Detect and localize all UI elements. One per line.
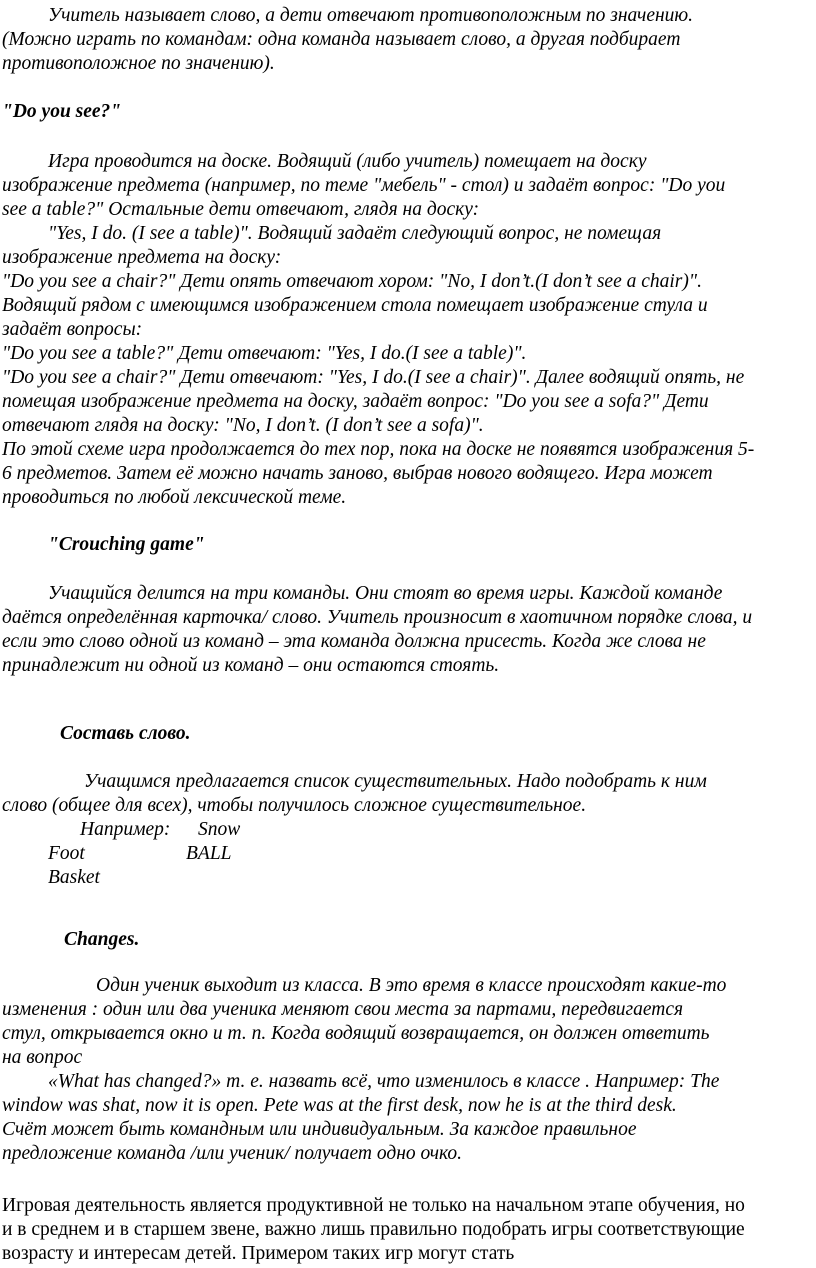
game1-line-12: отвечают глядя на доску: "No, I don’t. (I don’t see a sofa)". [2,415,484,436]
game4-line-2: изменения : один или два ученика меняют свои места за партами, передвигается [2,999,684,1020]
game1-line-2: изображение предмета (например, по теме "мебель" - стол) и задаёт вопрос: "Do you [2,175,726,196]
closing-line-3: возрасту и интересам детей. Примером таких игр могут стать [2,1243,515,1264]
game1-line-1: Игра проводится на доске. Водящий (либо учитель) помещает на доску [48,151,647,172]
game2-line-1: Учащийся делится на три команды. Они стоят во время игры. Каждой команде [48,583,723,604]
game4-line-7: Счёт может быть командным или индивидуальным. За каждое правильное [2,1119,637,1140]
game3-line-1: Учащимся предлагается список существительных. Надо подобрать к ним [84,771,707,792]
game1-line-14: 6 предметов. Затем её можно начать заново, выбрав нового водящего. Игра может [2,463,713,484]
game2-line-2: даётся определённая карточка/ слово. Учитель произносит в хаотичном порядке слова, и [2,607,753,628]
game4-line-4: на вопрос [2,1047,83,1068]
game1-line-7: Водящий рядом с имеющимся изображением стола помещает изображение стула и [2,295,708,316]
game3-word-snow: Snow [198,819,241,840]
game3-word-foot: Foot [48,843,85,864]
game3-heading: Составь слово. [60,723,191,744]
game4-line-8: предложение команда /или ученик/ получает одно очко. [2,1143,463,1164]
game1-heading: "Do you see?" [2,101,122,122]
game4-line-5: «What has changed?» т. е. назвать всё, что изменилось в классе . Например: The [48,1071,720,1092]
game1-line-8: задаёт вопросы: [2,319,143,340]
closing-line-1: Игровая деятельность является продуктивной не только на начальном этапе обучения, но [2,1195,745,1216]
game1-line-13: По этой схеме игра продолжается до тех пор, пока на доске не появятся изображения 5- [2,439,755,460]
intro-line-3: противоположное по значению). [2,53,275,74]
game3-word-ball: BALL [186,843,232,864]
game1-line-15: проводиться по любой лексической теме. [2,487,347,508]
game2-line-4: принадлежит ни одной из команд – они остаются стоять. [2,655,500,676]
intro-line-1: Учитель называет слово, а дети отвечают противоположным по значению. [48,5,694,26]
game3-example-label: Например: [80,819,171,840]
game3-line-2: слово (общее для всех), чтобы получилось сложное существительное. [2,795,587,816]
game1-line-6: "Do you see a chair?" Дети опять отвечают хором: "No, I don’t.(I don’t see a chair)". [2,271,702,292]
game1-line-5: изображение предмета на доску: [2,247,282,268]
game4-heading: Changes. [64,929,140,950]
game1-line-9: "Do you see a table?" Дети отвечают: "Yes, I do.(I see a table)". [2,343,527,364]
intro-line-2: (Можно играть по командам: одна команда называет слово, а другая подбирает [2,29,681,50]
game4-line-6: window was shat, now it is open. Pete was at the first desk, now he is at the third desk. [2,1095,677,1116]
game1-line-11: помещая изображение предмета на доску, задаёт вопрос: "Do you see a sofa?" Дети [2,391,709,412]
game4-line-1: Один ученик выходит из класса. В это время в классе происходят какие-то [96,975,727,996]
game2-line-3: если это слово одной из команд – эта команда должна присесть. Когда же слова не [2,631,706,652]
game1-line-4: "Yes, I do. (I see a table)". Водящий задаёт следующий вопрос, не помещая [48,223,662,244]
game3-word-basket: Basket [48,867,100,888]
game1-line-3: see a table?" Остальные дети отвечают, глядя на доску: [2,199,480,220]
game4-line-3: стул, открывается окно и т. п. Когда водящий возвращается, он должен ответить [2,1023,710,1044]
game2-heading: "Crouching game" [48,534,205,555]
closing-line-2: и в среднем и в старшем звене, важно лишь правильно подобрать игры соответствующие [2,1219,745,1240]
game1-line-10: "Do you see a chair?" Дети отвечают: "Yes, I do.(I see a chair)". Далее водящий опять, не [2,367,745,388]
